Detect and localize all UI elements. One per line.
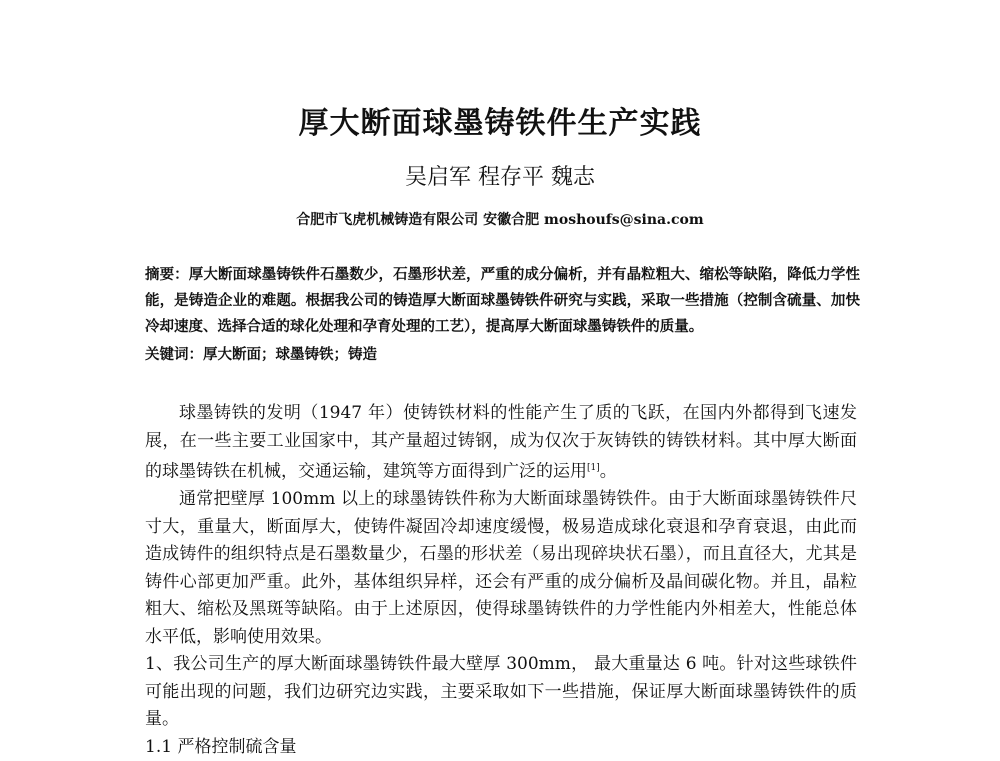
keywords-text: 厚大断面；球墨铸铁；铸造 [203, 346, 377, 363]
abstract [145, 262, 860, 340]
affiliation: 合肥市飞虎机械铸造有限公司 安徽合肥 moshoufs@sina.com [296, 212, 704, 228]
author-list: 吴启军 程存平 魏志 [405, 165, 595, 190]
paragraph-1-end: 。 [599, 461, 617, 482]
keywords-label: 关键词： [145, 346, 203, 363]
paragraph-1 [145, 400, 857, 486]
body-text [145, 400, 857, 761]
paragraph-3: 1、我公司生产的厚大断面球墨铸铁件最大壁厚 300mm， 最大重量达 6 吨。针对这些球铁件可能出现的问题，我们边研究边实践，主要采取如下一些措施，保证厚大断面球墨铸铁件的质量。 [145, 654, 857, 730]
section-heading-1-1: 1.1 严格控制硫含量 [145, 736, 297, 757]
paper-title: 厚大断面球墨铸铁件生产实践 [298, 106, 702, 141]
citation-ref: [1] [587, 463, 600, 473]
paragraph-2: 通常把壁厚 100mm 以上的球墨铸铁件称为大断面球墨铸铁件。由于大断面球墨铸铁件尺寸大，重量大，断面厚大，使铸件凝固冷却速度缓慢，极易造成球化衰退和孕育衰退，由此而造成铸件的组织特点是石墨数量少，石墨的形状差（易出现碎块状石墨），而且直径大，尤其是铸件心部更加严重。此外，基体组织异样，还会有严重的成分偏析及晶间碳化物。并且，晶粒粗大、缩松及黑斑等缺陷。由于上述原因，使得球墨铸铁件的力学性能内外相差大，性能总体水平低，影响使用效果。 [145, 489, 857, 647]
paragraph-1-text: 球墨铸铁的发明（1947 年）使铸铁材料的性能产生了质的飞跃，在国内外都得到飞速发展，在一些主要工业国家中，其产量超过铸钢，成为仅次于灰铸铁的铸铁材料。其中厚大断面的球墨铸铁在机械，交通运输，建筑等方面得到广泛的运用 [145, 403, 857, 482]
abstract-text: 厚大断面球墨铸铁件石墨数少，石墨形状差，严重的成分偏析，并有晶粒粗大、缩松等缺陷，降低力学性能，是铸造企业的难题。根据我公司的铸造厚大断面球墨铸铁件研究与实践，采取一些措施（控制含硫量、加快冷却速度、选择合适的球化处理和孕育处理的工艺），提高厚大断面球墨铸铁件的质量。 [145, 266, 860, 335]
abstract-label: 摘要： [145, 266, 189, 283]
keywords [145, 343, 860, 364]
